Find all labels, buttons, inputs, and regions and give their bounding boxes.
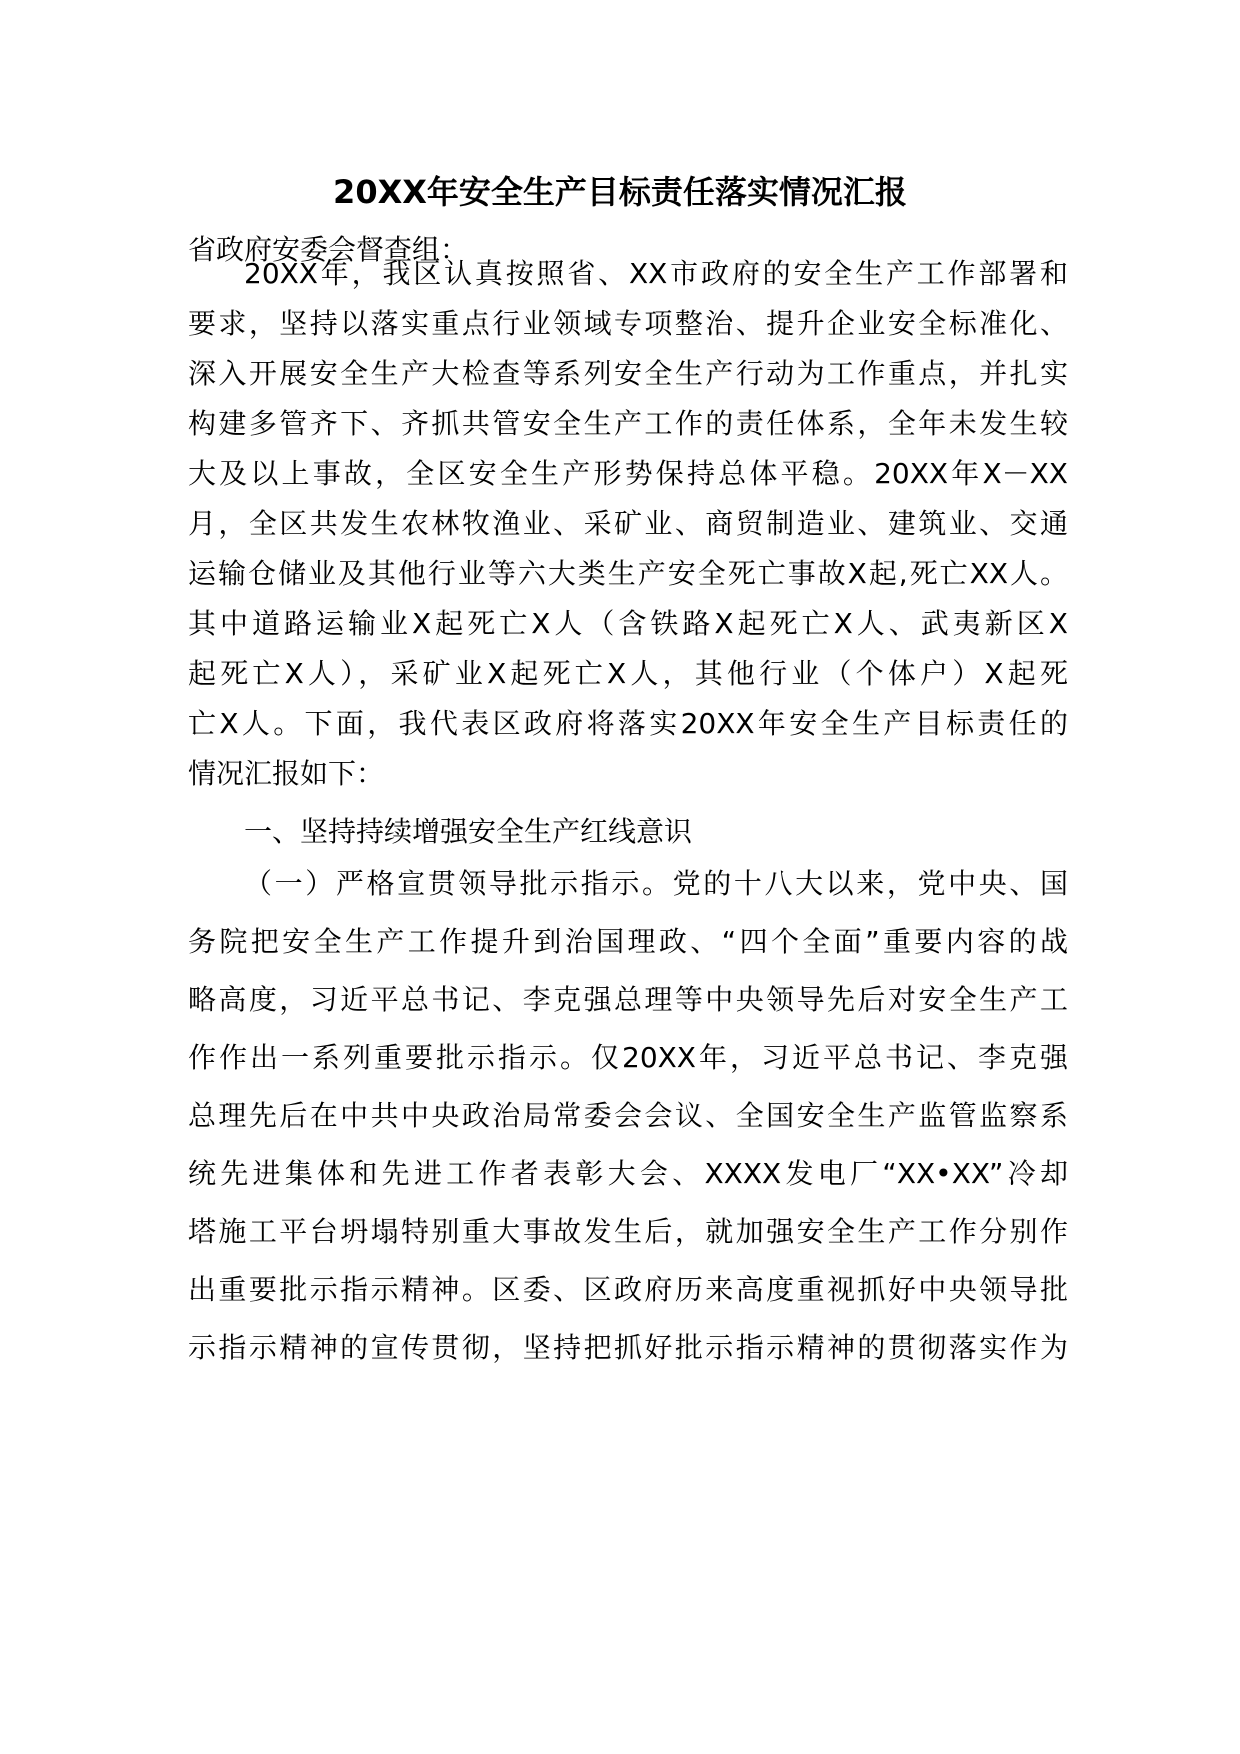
paragraph-1-line: 运输仓储业及其他行业等六大类生产安全死亡事故X起,死亡XX人。	[188, 557, 1068, 590]
paragraph-1-line: 要求，坚持以落实重点行业领域专项整治、提升企业安全标准化、	[188, 307, 1068, 340]
paragraph-2-line: 统先进集体和先进工作者表彰大会、XXXX发电厂“XX•XX”冷却	[188, 1157, 1068, 1190]
paragraph-2-line: 示指示精神的宣传贯彻，坚持把抓好批示指示精神的贯彻落实作为	[188, 1331, 1068, 1364]
paragraph-1-line: 起死亡X人），采矿业X起死亡X人，其他行业（个体户）X起死	[188, 657, 1068, 690]
paragraph-2-line: 略高度，习近平总书记、李克强总理等中央领导先后对安全生产工	[188, 983, 1068, 1016]
paragraph-1-line: 月，全区共发生农林牧渔业、采矿业、商贸制造业、建筑业、交通	[188, 507, 1068, 540]
paragraph-2-line: 塔施工平台坍塌特别重大事故发生后，就加强安全生产工作分别作	[188, 1215, 1068, 1248]
paragraph-1-line: 大及以上事故，全区安全生产形势保持总体平稳。20XX年X－XX	[188, 457, 1068, 490]
paragraph-2-line: 作作出一系列重要批示指示。仅20XX年，习近平总书记、李克强	[188, 1041, 1068, 1074]
salutation: 省政府安委会督查组：	[188, 233, 469, 266]
paragraph-2-line: 出重要批示指示精神。区委、区政府历来高度重视抓好中央领导批	[188, 1273, 1068, 1306]
paragraph-1-line: 构建多管齐下、齐抓共管安全生产工作的责任体系，全年未发生较	[188, 407, 1068, 440]
section-heading: 一、坚持持续增强安全生产红线意识	[244, 815, 693, 848]
paragraph-2-line: 务院把安全生产工作提升到治国理政、“四个全面”重要内容的战	[188, 925, 1068, 958]
document-title: 20XX年安全生产目标责任落实情况汇报	[333, 173, 907, 211]
paragraph-2-line: （一）严格宣贯领导批示指示。党的十八大以来，党中央、国	[244, 867, 1068, 900]
paragraph-1-line: 亡X人。下面，我代表区政府将落实20XX年安全生产目标责任的	[188, 707, 1068, 740]
paragraph-1-line: 20XX年，我区认真按照省、XX市政府的安全生产工作部署和	[244, 257, 1068, 290]
paragraph-2-line: 总理先后在中共中央政治局常委会会议、全国安全生产监管监察系	[188, 1099, 1068, 1132]
paragraph-1-line: 深入开展安全生产大检查等系列安全生产行动为工作重点，并扎实	[188, 357, 1068, 390]
paragraph-1-line: 其中道路运输业X起死亡X人（含铁路X起死亡X人、武夷新区X	[188, 607, 1068, 640]
paragraph-1-line: 情况汇报如下：	[188, 757, 385, 790]
